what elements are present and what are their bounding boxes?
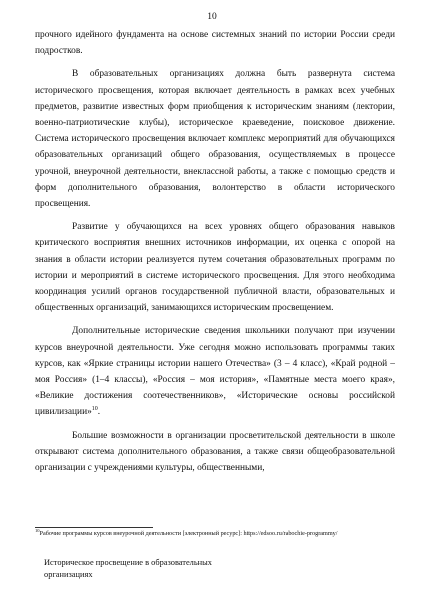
paragraph-5: Большие возможности в организации просветительской деятельности в школе открывают система дополнительного образования, а также связи общеобразовательной организации с учреждениями культуры, общественными,	[35, 430, 395, 474]
paragraph-3: Развитие у обучающихся на всех уровнях общего образования навыков критического восприятия внешних источников информации, их оценка с опорой на знания в области истории реализуется путем сочетания образовательных программ по истории и мероприятий в системе исторического просвещения. Для этого необходима координация усилий органов государственной публичной власти, образовательных и общественных организаций, занимающихся историческим просвещением.	[35, 222, 395, 314]
paragraph-4-end: .	[97, 407, 101, 418]
page-number: 10	[207, 12, 217, 22]
footnote-text: Рабочие программы курсов внеурочной деятельности [электронный ресурс]: https://edsoo.ru/rabochie-programmy/	[39, 530, 338, 537]
footer-title-line-1: Историческое просвещение в образовательных	[44, 558, 212, 567]
paragraph-4-text: Дополнительные исторические сведения школьники получают при изучении курсов внеурочной деятельности. Уже сегодня можно использовать программы таких курсов, как «Яркие страницы истории нашего Отечества» (3 – 4 класс), «Край родной – моя Россия» (1–4 классы), «Россия – моя история», «Памятные места моего края», «Великие достижения соотечественников», «Исторические основы российской цивилизации»	[35, 326, 395, 418]
footnote-divider	[35, 527, 153, 528]
footer-title-line-2: организациях	[44, 570, 93, 580]
footnote-reference[interactable]: 10	[91, 406, 98, 413]
footnote	[35, 527, 405, 538]
footnote-number: 10	[35, 527, 40, 533]
body-text	[35, 27, 395, 476]
paragraph-2: В образовательных организациях должна быть развернута система исторического просвещения, которая включает деятельность в рамках всех учебных предметов, развитие известных форм приобщения к историческим знаниям (лектории, военно-патриотические клубы), историческое краеведение, поисковое движение. Система исторического просвещения включает комплекс мероприятий для обучающихся образовательных организаций общего образования, осуществляемых в процессе урочной, внеурочной деятельности, внеклассной работы, а также с помощью средств и форм дополнительного образования, волонтерство в области исторического просвещения.	[35, 69, 395, 210]
paragraph-1: прочного идейного фундамента на основе системных знаний по истории России среди подростков.	[35, 30, 395, 57]
footer-title	[44, 557, 244, 582]
paragraph-4	[35, 323, 395, 420]
